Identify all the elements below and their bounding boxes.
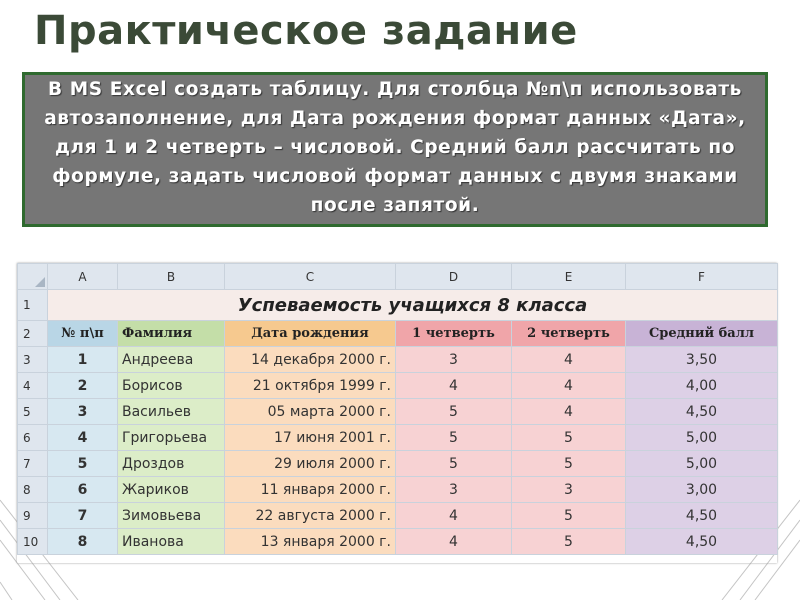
surname-cell[interactable]: Васильев [118,399,225,425]
header-cell-number[interactable]: № п\п [48,321,118,347]
table-row [18,503,778,529]
average-cell[interactable]: 3,50 [626,347,778,373]
average-cell[interactable]: 5,00 [626,451,778,477]
task-description-text: В MS Excel создать таблицу. Для столбца №п\п использовать автозаполнение, для Дата рождения формат данных «Дата», для 1 и 2 четверть – числовой. Средний балл рассчитать по формуле, задать числовой формат данных с двумя знаками после запятой. [44,79,746,216]
column-header[interactable]: D [396,264,512,290]
number-cell[interactable]: 2 [48,373,118,399]
header-cell-quarter-1[interactable]: 1 четверть [396,321,512,347]
row-header[interactable]: 7 [18,451,48,477]
spreadsheet-grid [17,263,778,555]
row-header[interactable]: 6 [18,425,48,451]
birthdate-cell[interactable]: 22 августа 2000 г. [225,503,396,529]
table-row [18,477,778,503]
birthdate-cell[interactable]: 11 января 2000 г. [225,477,396,503]
quarter-2-cell[interactable]: 5 [512,529,626,555]
table-body [18,347,778,555]
row-header[interactable]: 1 [18,290,48,321]
surname-cell[interactable]: Зимовьева [118,503,225,529]
number-cell[interactable]: 1 [48,347,118,373]
quarter-2-cell[interactable]: 5 [512,425,626,451]
column-header[interactable]: A [48,264,118,290]
quarter-2-cell[interactable]: 3 [512,477,626,503]
surname-cell[interactable]: Андреева [118,347,225,373]
column-header-row [18,264,778,290]
birthdate-cell[interactable]: 21 октября 1999 г. [225,373,396,399]
row-header[interactable]: 8 [18,477,48,503]
row-header[interactable]: 10 [18,529,48,555]
quarter-1-cell[interactable]: 3 [396,347,512,373]
average-cell[interactable]: 4,50 [626,529,778,555]
quarter-1-cell[interactable]: 5 [396,451,512,477]
row-header[interactable]: 4 [18,373,48,399]
surname-cell[interactable]: Борисов [118,373,225,399]
number-cell[interactable]: 6 [48,477,118,503]
quarter-2-cell[interactable]: 4 [512,399,626,425]
birthdate-cell[interactable]: 13 января 2000 г. [225,529,396,555]
birthdate-cell[interactable]: 05 марта 2000 г. [225,399,396,425]
header-cell-birthdate[interactable]: Дата рождения [225,321,396,347]
table-row [18,529,778,555]
table-row [18,347,778,373]
quarter-1-cell[interactable]: 4 [396,529,512,555]
table-title-cell[interactable]: Успеваемость учащихся 8 класса [48,290,778,321]
spreadsheet-screenshot [17,263,777,563]
birthdate-cell[interactable]: 14 декабря 2000 г. [225,347,396,373]
number-cell[interactable]: 7 [48,503,118,529]
column-header[interactable]: B [118,264,225,290]
quarter-1-cell[interactable]: 4 [396,373,512,399]
row-header[interactable]: 2 [18,321,48,347]
column-header[interactable]: C [225,264,396,290]
quarter-1-cell[interactable]: 5 [396,399,512,425]
average-cell[interactable]: 4,50 [626,399,778,425]
surname-cell[interactable]: Жариков [118,477,225,503]
task-description-box [22,72,768,227]
surname-cell[interactable]: Иванова [118,529,225,555]
birthdate-cell[interactable]: 17 июня 2001 г. [225,425,396,451]
birthdate-cell[interactable]: 29 июля 2000 г. [225,451,396,477]
table-row [18,399,778,425]
column-header[interactable]: E [512,264,626,290]
number-cell[interactable]: 8 [48,529,118,555]
row-header[interactable]: 5 [18,399,48,425]
row-header[interactable]: 3 [18,347,48,373]
table-row [18,425,778,451]
quarter-1-cell[interactable]: 5 [396,425,512,451]
column-header[interactable]: F [626,264,778,290]
quarter-1-cell[interactable]: 4 [396,503,512,529]
average-cell[interactable]: 3,00 [626,477,778,503]
average-cell[interactable]: 5,00 [626,425,778,451]
surname-cell[interactable]: Григорьева [118,425,225,451]
quarter-2-cell[interactable]: 4 [512,373,626,399]
header-cell-quarter-2[interactable]: 2 четверть [512,321,626,347]
slide-title: Практическое задание [34,8,578,54]
select-all-corner[interactable] [18,264,48,290]
average-cell[interactable]: 4,00 [626,373,778,399]
quarter-2-cell[interactable]: 5 [512,503,626,529]
surname-cell[interactable]: Дроздов [118,451,225,477]
number-cell[interactable]: 5 [48,451,118,477]
header-cell-average[interactable]: Средний балл [626,321,778,347]
number-cell[interactable]: 3 [48,399,118,425]
header-cell-surname[interactable]: Фамилия [118,321,225,347]
quarter-2-cell[interactable]: 5 [512,451,626,477]
table-row [18,373,778,399]
table-header-row [18,321,778,347]
table-row [18,290,778,321]
table-row [18,451,778,477]
average-cell[interactable]: 4,50 [626,503,778,529]
number-cell[interactable]: 4 [48,425,118,451]
quarter-2-cell[interactable]: 4 [512,347,626,373]
row-header[interactable]: 9 [18,503,48,529]
quarter-1-cell[interactable]: 3 [396,477,512,503]
